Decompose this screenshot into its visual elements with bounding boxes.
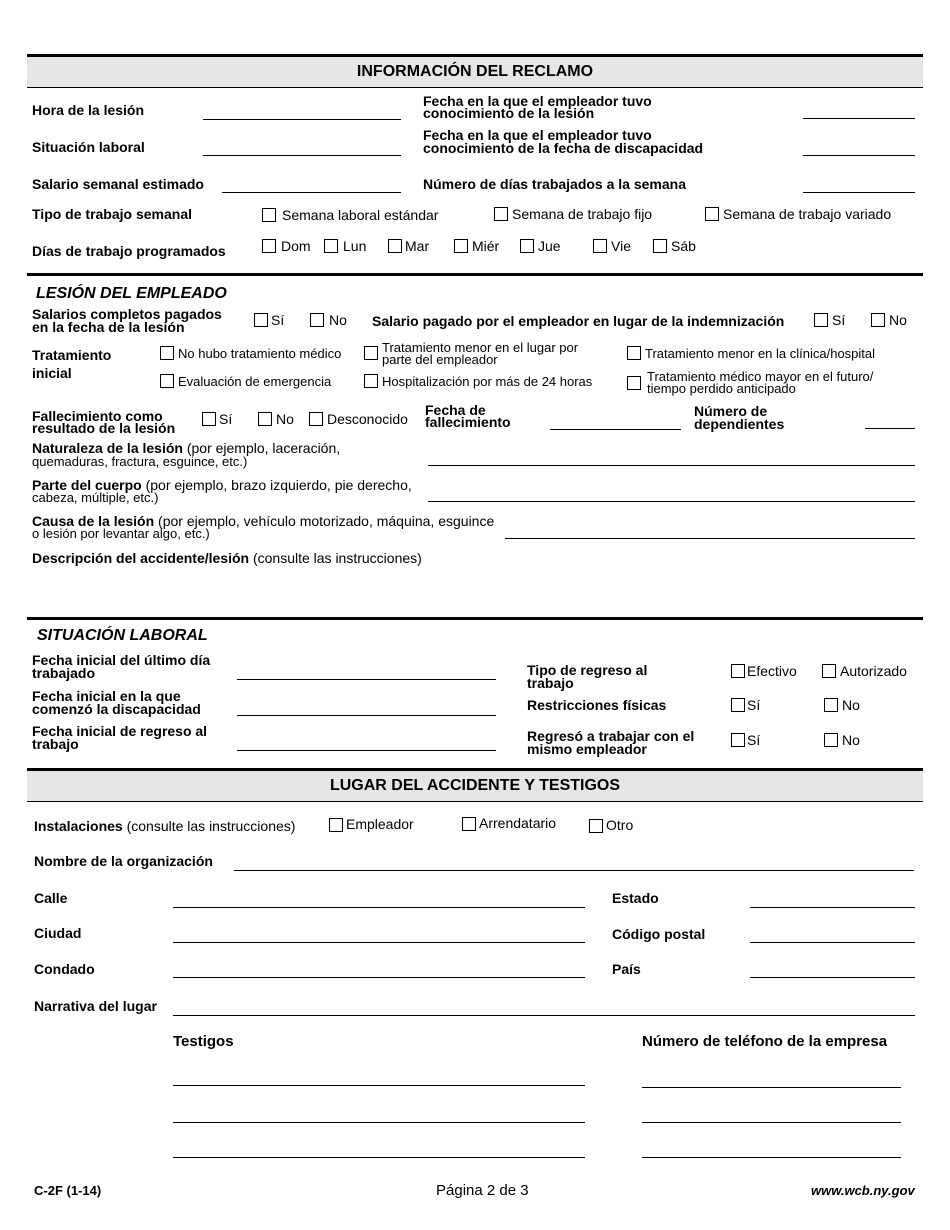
initial-treatment-label-2: inicial — [32, 365, 72, 381]
description-label — [32, 552, 422, 565]
death-no-checkbox[interactable] — [258, 412, 272, 426]
last-day-field[interactable] — [237, 679, 496, 680]
narrative-field[interactable] — [173, 1015, 915, 1016]
days-per-week-label: Número de días trabajados a la semana — [423, 176, 686, 192]
restrictions-yes-checkbox[interactable] — [731, 698, 745, 712]
phone-1-field[interactable] — [642, 1087, 901, 1088]
day-thu-checkbox[interactable] — [520, 239, 534, 253]
week-variable-checkbox[interactable] — [705, 207, 719, 221]
death-date-field[interactable] — [550, 429, 681, 430]
employer-knew-injury-label-2: conocimiento de la lesión — [423, 105, 595, 121]
day-sun-checkbox[interactable] — [262, 239, 276, 253]
return-authorized-checkbox[interactable] — [822, 664, 836, 678]
restrictions-yes-label: Sí — [747, 697, 761, 713]
return-actual-checkbox[interactable] — [731, 664, 745, 678]
death-label-1: Fallecimiento como — [32, 408, 163, 424]
initial-treatment-label-1: Tratamiento — [32, 347, 112, 363]
county-label: Condado — [34, 961, 95, 977]
day-sat-checkbox[interactable] — [653, 239, 667, 253]
wage-in-lieu-label: Salario pagado por el empleador en lugar de la indemnización — [372, 313, 785, 329]
last-day-label-2: trabajado — [32, 665, 96, 681]
return-date-label-2: trabajo — [32, 736, 79, 752]
wage-in-lieu-no-label: No — [889, 312, 907, 328]
premises-other-checkbox[interactable] — [589, 819, 603, 833]
state-label: Estado — [612, 890, 659, 906]
day-fri-checkbox[interactable] — [593, 239, 607, 253]
premises-label — [34, 820, 295, 833]
restrictions-no-label: No — [842, 697, 860, 713]
treat-minor-clinic-checkbox[interactable] — [627, 346, 641, 360]
wage-in-lieu-yes-label: Sí — [832, 312, 846, 328]
weekly-wage-field[interactable] — [222, 192, 401, 193]
treat-minor-site-label-2: parte del empleador — [382, 352, 498, 367]
body-part-field[interactable] — [428, 501, 915, 502]
same-employer-no-checkbox[interactable] — [824, 733, 838, 747]
witness-1-field[interactable] — [173, 1085, 585, 1086]
treat-major-label-1: Tratamiento médico mayor en el futuro/ — [647, 369, 874, 384]
death-date-label-2: fallecimiento — [425, 414, 511, 430]
restrictions-no-checkbox[interactable] — [824, 698, 838, 712]
scheduled-days-label: Días de trabajo programados — [32, 243, 226, 259]
same-employer-label-2: mismo empleador — [527, 741, 647, 757]
death-yes-checkbox[interactable] — [202, 412, 216, 426]
return-date-field[interactable] — [237, 750, 496, 751]
description-label-rest: (consulte las instrucciones) — [249, 550, 422, 566]
nature-label-rest: (por ejemplo, laceración, — [182, 440, 341, 456]
death-date-label-1: Fecha de — [425, 402, 486, 418]
nature-label-bold: Naturaleza de la lesión — [32, 440, 183, 456]
employee-injury-title: LESIÓN DEL EMPLEADO — [36, 285, 227, 302]
weekly-wage-label: Salario semanal estimado — [32, 176, 204, 192]
day-mon-label: Lun — [343, 238, 367, 254]
day-wed-label: Miér — [472, 238, 500, 254]
page-number: Página 2 de 3 — [436, 1182, 529, 1199]
street-field[interactable] — [173, 907, 585, 908]
day-mon-checkbox[interactable] — [324, 239, 338, 253]
body-part-label-rest: (por ejemplo, brazo izquierdo, pie derecho, — [141, 477, 412, 493]
section-divider — [27, 273, 923, 276]
same-employer-yes-label: Sí — [747, 732, 761, 748]
employer-knew-disability-label-1: Fecha en la que el empleador tuvo — [423, 127, 652, 143]
week-variable-label: Semana de trabajo variado — [723, 206, 892, 222]
cause-label-rest: (por ejemplo, vehículo motorizado, máquina, esguince — [154, 513, 495, 529]
restrictions-label: Restricciones físicas — [527, 697, 667, 713]
day-wed-checkbox[interactable] — [454, 239, 468, 253]
premises-label-rest: (consulte las instrucciones) — [122, 818, 296, 834]
premises-label-bold: Instalaciones — [34, 818, 123, 834]
disability-start-label-2: comenzó la discapacidad — [32, 701, 201, 717]
week-fixed-checkbox[interactable] — [494, 207, 508, 221]
treat-emergency-label: Evaluación de emergencia — [178, 374, 332, 389]
death-unknown-label: Desconocido — [327, 411, 408, 427]
full-wages-yes-label: Sí — [271, 312, 285, 328]
cause-field[interactable] — [505, 538, 915, 539]
premises-other-label: Otro — [606, 817, 634, 833]
death-no-label: No — [276, 411, 294, 427]
treat-none-label: No hubo tratamiento médico — [178, 346, 342, 361]
full-wages-no-checkbox[interactable] — [310, 313, 324, 327]
death-yes-label: Sí — [219, 411, 233, 427]
day-sun-label: Dom — [281, 238, 311, 254]
city-field[interactable] — [173, 942, 585, 943]
treat-hospital-label: Hospitalización por más de 24 horas — [382, 374, 593, 389]
day-fri-label: Vie — [611, 238, 631, 254]
zip-label: Código postal — [612, 926, 706, 942]
phone-3-field[interactable] — [642, 1157, 901, 1158]
treat-major-label-2: tiempo perdido anticipado — [647, 381, 796, 396]
disability-start-field[interactable] — [237, 715, 496, 716]
wage-in-lieu-yes-checkbox[interactable] — [814, 313, 828, 327]
return-type-label-2: trabajo — [527, 675, 574, 691]
description-label-bold: Descripción del accidente/lesión — [32, 550, 250, 566]
day-tue-checkbox[interactable] — [388, 239, 402, 253]
day-thu-label: Jue — [538, 238, 561, 254]
return-type-label-1: Tipo de regreso al — [527, 662, 648, 678]
return-authorized-label: Autorizado — [840, 663, 907, 679]
treat-hospital-checkbox[interactable] — [364, 374, 378, 388]
phone-2-field[interactable] — [642, 1122, 901, 1123]
org-name-field[interactable] — [234, 870, 914, 871]
day-sat-label: Sáb — [671, 238, 696, 254]
employer-knew-injury-label-1: Fecha en la que el empleador tuvo — [423, 93, 652, 109]
treat-minor-site-label-1: Tratamiento menor en el lugar por — [382, 340, 579, 355]
cause-label-bold: Causa de la lesión — [32, 513, 155, 529]
witness-3-field[interactable] — [173, 1157, 585, 1158]
narrative-label: Narrativa del lugar — [34, 998, 157, 1014]
treat-minor-clinic-label: Tratamiento menor en la clínica/hospital — [645, 346, 876, 361]
company-phone-label: Número de teléfono de la empresa — [642, 1033, 888, 1050]
country-label: País — [612, 961, 641, 977]
witnesses-label: Testigos — [173, 1033, 234, 1050]
days-per-week-field[interactable] — [803, 192, 915, 193]
same-employer-no-label: No — [842, 732, 860, 748]
location-witness-header: LUGAR DEL ACCIDENTE Y TESTIGOS — [27, 768, 923, 802]
dependents-label-2: dependientes — [694, 416, 785, 432]
return-date-label-1: Fecha inicial de regreso al — [32, 723, 208, 739]
description-field[interactable] — [32, 570, 912, 614]
full-wages-no-label: No — [329, 312, 347, 328]
week-type-label: Tipo de trabajo semanal — [32, 206, 193, 222]
treat-major-checkbox[interactable] — [627, 376, 641, 390]
witness-2-field[interactable] — [173, 1122, 585, 1123]
return-actual-label: Efectivo — [747, 663, 797, 679]
nature-field[interactable] — [428, 465, 915, 466]
dependents-field[interactable] — [865, 428, 915, 429]
section-divider — [27, 617, 923, 620]
claim-info-header: INFORMACIÓN DEL RECLAMO — [27, 54, 923, 88]
same-employer-label-1: Regresó a trabajar con el — [527, 728, 695, 744]
form-id: C-2F (1-14) — [34, 1183, 102, 1198]
disability-start-label-1: Fecha inicial en la que — [32, 688, 181, 704]
employer-knew-injury-field[interactable] — [803, 118, 915, 119]
zip-field[interactable] — [750, 942, 915, 943]
treat-none-checkbox[interactable] — [160, 346, 174, 360]
full-wages-yes-checkbox[interactable] — [254, 313, 268, 327]
week-fixed-label: Semana de trabajo fijo — [512, 206, 653, 222]
county-field[interactable] — [173, 977, 585, 978]
death-label-2: resultado de la lesión — [32, 420, 176, 436]
work-status-label: Situación laboral — [32, 139, 145, 155]
wage-in-lieu-no-checkbox[interactable] — [871, 313, 885, 327]
treat-minor-site-checkbox[interactable] — [364, 346, 378, 360]
city-label: Ciudad — [34, 925, 82, 941]
org-name-label: Nombre de la organización — [34, 853, 213, 869]
full-wages-label-1: Salarios completos pagados — [32, 306, 222, 322]
body-part-label-bold: Parte del cuerpo — [32, 477, 142, 493]
work-status-field[interactable] — [203, 155, 401, 156]
day-tue-label: Mar — [405, 238, 430, 254]
death-unknown-checkbox[interactable] — [309, 412, 323, 426]
dependents-label-1: Número de — [694, 403, 768, 419]
nature-label-2: quemaduras, fractura, esguince, etc.) — [32, 454, 248, 469]
premises-lessee-checkbox[interactable] — [462, 817, 476, 831]
injury-time-label: Hora de la lesión — [32, 102, 145, 118]
last-day-label-1: Fecha inicial del último día — [32, 652, 211, 668]
street-label: Calle — [34, 890, 68, 906]
premises-employer-label: Empleador — [346, 816, 414, 832]
same-employer-yes-checkbox[interactable] — [731, 733, 745, 747]
week-standard-label: Semana laboral estándar — [282, 207, 439, 223]
website: www.wcb.ny.gov — [811, 1183, 915, 1198]
premises-lessee-label: Arrendatario — [479, 815, 557, 831]
body-part-label-2: cabeza, múltiple, etc.) — [32, 490, 159, 505]
treat-emergency-checkbox[interactable] — [160, 374, 174, 388]
week-standard-checkbox[interactable] — [262, 208, 276, 222]
injury-time-field[interactable] — [203, 119, 401, 120]
premises-employer-checkbox[interactable] — [329, 818, 343, 832]
employment-status-title: SITUACIÓN LABORAL — [37, 627, 208, 644]
employer-knew-disability-field[interactable] — [803, 155, 915, 156]
state-field[interactable] — [750, 907, 915, 908]
country-field[interactable] — [750, 977, 915, 978]
cause-label-2: o lesión por levantar algo, etc.) — [32, 526, 210, 541]
full-wages-label-2: en la fecha de la lesión — [32, 319, 185, 335]
employer-knew-disability-label-2: conocimiento de la fecha de discapacidad — [423, 140, 704, 156]
